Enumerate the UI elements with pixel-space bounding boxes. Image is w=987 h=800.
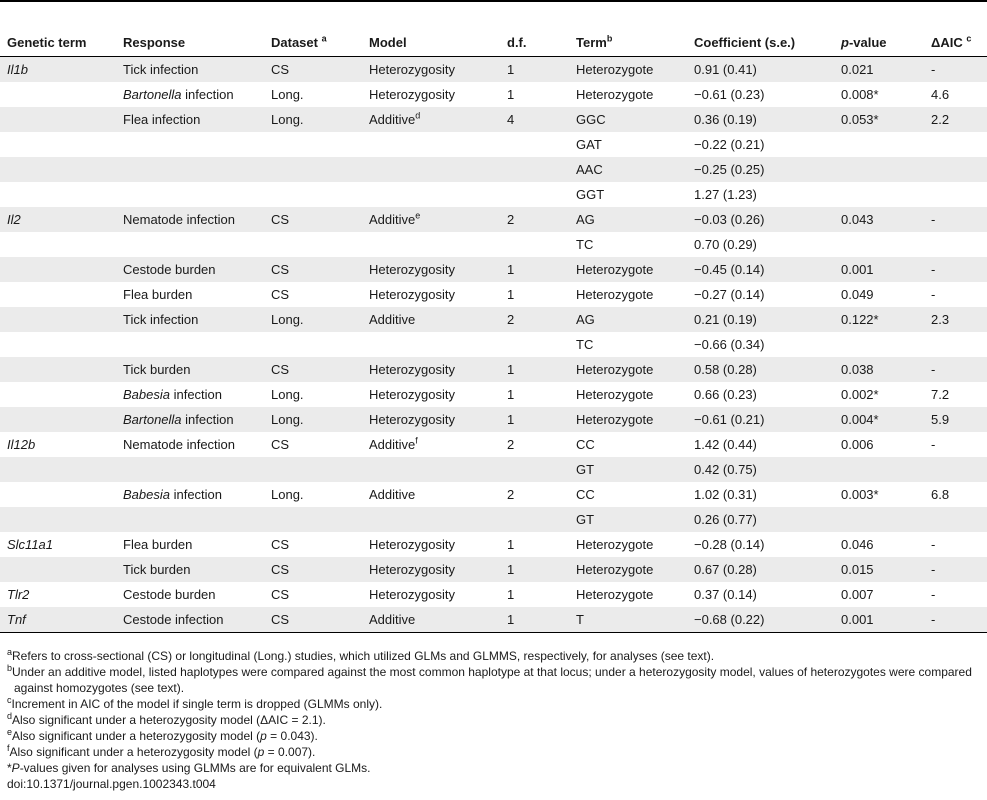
cell-term: Heterozygote — [569, 357, 687, 382]
cell-genetic-term — [0, 332, 116, 357]
cell-coefficient: −0.03 (0.26) — [687, 207, 834, 232]
cell-df — [500, 232, 569, 257]
cell-coefficient: 0.37 (0.14) — [694, 587, 757, 602]
cell-dataset: CS — [264, 57, 362, 83]
cell-term: GAT — [576, 137, 602, 152]
cell-p-value — [834, 332, 924, 357]
cell-dataset — [264, 457, 362, 482]
top-rule — [0, 0, 987, 2]
col-delta-aic: ΔAIC $^c$ — [924, 29, 987, 57]
cell-coefficient: 0.91 (0.41) — [687, 57, 834, 83]
cell-model — [362, 157, 500, 182]
cell-genetic-term — [0, 232, 116, 257]
cell-df: 1 — [507, 87, 515, 102]
cell-p-value — [834, 182, 924, 207]
cell-delta-aic — [924, 157, 987, 182]
cell-delta-aic: - — [924, 57, 987, 83]
col-df: d.f. — [500, 29, 569, 57]
cell-response: Tick burden — [116, 557, 264, 582]
cell-dataset — [264, 507, 362, 532]
cell-genetic-term — [0, 557, 116, 582]
cell-dataset — [264, 132, 362, 157]
table-row — [0, 482, 987, 507]
cell-term: GT — [569, 457, 687, 482]
cell-term: AAC — [569, 157, 687, 182]
cell-delta-aic — [924, 507, 987, 532]
cell-coefficient: −0.66 (0.34) — [694, 337, 765, 352]
cell-genetic-term: Il12b — [7, 437, 36, 452]
cell-model — [362, 332, 500, 357]
cell-response: Flea burden — [123, 287, 193, 302]
cell-coefficient: −0.28 (0.14) — [694, 537, 765, 552]
cell-response — [116, 507, 264, 532]
cell-p-value: 0.008* — [841, 87, 879, 102]
cell-delta-aic: - — [924, 207, 987, 232]
cell-coefficient: 1.02 (0.31) — [694, 487, 757, 502]
cell-p-value: 0.053* — [834, 107, 924, 132]
cell-model: Additive — [369, 487, 416, 502]
cell-delta-aic: 2.2 — [924, 107, 987, 132]
footnote-c: $^c$Increment in AIC of the model if single term is dropped (GLMMs only). — [7, 695, 383, 711]
cell-df: 1 — [500, 357, 569, 382]
cell-response: Tick infection — [116, 57, 264, 83]
cell-response: Tick infection — [116, 307, 264, 332]
cell-response: Cestode burden — [123, 587, 216, 602]
col-p-value: p-value — [834, 29, 924, 57]
cell-df: 1 — [500, 257, 569, 282]
cell-p-value — [834, 232, 924, 257]
cell-df: 2 — [500, 207, 569, 232]
cell-response: Bartonella infection — [123, 87, 234, 102]
cell-model — [362, 507, 500, 532]
table-row — [0, 207, 987, 232]
cell-df — [500, 182, 569, 207]
cell-dataset: CS — [264, 207, 362, 232]
table-row — [0, 607, 987, 633]
cell-response — [116, 132, 264, 157]
cell-delta-aic — [924, 132, 987, 157]
cell-term: Heterozygote — [576, 87, 654, 102]
cell-df: 1 — [500, 407, 569, 432]
cell-p-value: 0.046 — [841, 537, 874, 552]
cell-genetic-term — [0, 307, 116, 332]
table-row — [0, 232, 987, 257]
cell-dataset: Long. — [264, 407, 362, 432]
cell-p-value: 0.002* — [841, 387, 879, 402]
cell-term: Heterozygote — [569, 557, 687, 582]
cell-df: 1 — [500, 57, 569, 83]
cell-term: TC — [576, 237, 594, 252]
cell-model — [362, 457, 500, 482]
cell-response — [116, 182, 264, 207]
cell-model — [362, 132, 500, 157]
cell-delta-aic: 5.9 — [924, 407, 987, 432]
cell-response: Babesia infection — [123, 387, 223, 402]
table-row — [0, 157, 987, 182]
cell-dataset: CS — [271, 287, 290, 302]
cell-genetic-term — [0, 457, 116, 482]
cell-dataset — [264, 182, 362, 207]
cell-model: Heterozygosity — [369, 87, 455, 102]
cell-delta-aic — [924, 457, 987, 482]
cell-model: Heterozygosity — [369, 287, 455, 302]
cell-delta-aic: - — [931, 437, 936, 452]
cell-delta-aic: - — [931, 287, 936, 302]
cell-model: Heterozygosity — [362, 257, 500, 282]
cell-df — [500, 457, 569, 482]
cell-df: 2 — [507, 437, 515, 452]
cell-genetic-term — [0, 157, 116, 182]
table-row — [0, 282, 987, 307]
cell-delta-aic: - — [924, 557, 987, 582]
cell-p-value: 0.038 — [834, 357, 924, 382]
cell-term: Heterozygote — [569, 57, 687, 83]
cell-delta-aic: 2.3 — [924, 307, 987, 332]
table-row — [0, 432, 987, 457]
cell-model: Heterozygosity — [362, 557, 500, 582]
cell-model: Additive$^d$ — [362, 107, 500, 132]
cell-response: Babesia infection — [123, 487, 223, 502]
cell-dataset — [264, 157, 362, 182]
cell-response: Nematode infection — [123, 437, 236, 452]
col-model: Model — [362, 29, 500, 57]
cell-model: Additive$^f$ — [369, 435, 418, 452]
cell-coefficient: 0.26 (0.77) — [687, 507, 834, 532]
cell-df: 2 — [500, 307, 569, 332]
cell-p-value — [834, 157, 924, 182]
col-coefficient: Coefficient (s.e.) — [687, 29, 834, 57]
table-row — [0, 557, 987, 582]
cell-coefficient: 0.42 (0.75) — [687, 457, 834, 482]
cell-df — [500, 157, 569, 182]
cell-term: Heterozygote — [576, 587, 654, 602]
cell-genetic-term — [0, 407, 116, 432]
cell-genetic-term — [0, 382, 116, 407]
table-row — [0, 407, 987, 432]
cell-p-value: 0.004* — [834, 407, 924, 432]
cell-genetic-term — [0, 282, 116, 307]
cell-model: Heterozygosity — [369, 537, 455, 552]
cell-response: Bartonella infection — [116, 407, 264, 432]
col-genetic-term: Genetic term — [0, 29, 116, 57]
cell-response — [116, 157, 264, 182]
cell-term: TC — [576, 337, 594, 352]
cell-coefficient: −0.61 (0.23) — [694, 87, 765, 102]
cell-dataset: CS — [264, 257, 362, 282]
cell-dataset: CS — [271, 537, 290, 552]
cell-coefficient: −0.45 (0.14) — [687, 257, 834, 282]
cell-df: 4 — [500, 107, 569, 132]
cell-coefficient: 0.70 (0.29) — [694, 237, 757, 252]
cell-term: CC — [576, 437, 595, 452]
cell-delta-aic — [924, 182, 987, 207]
cell-genetic-term — [0, 132, 116, 157]
table-row — [0, 582, 987, 607]
table-row — [0, 357, 987, 382]
cell-df: 2 — [507, 487, 515, 502]
cell-term: Heterozygote — [576, 287, 654, 302]
cell-delta-aic: - — [924, 357, 987, 382]
table-footnotes — [7, 648, 982, 792]
cell-term: Heterozygote — [569, 407, 687, 432]
cell-delta-aic: 6.8 — [931, 487, 950, 502]
cell-term: Heterozygote — [576, 387, 654, 402]
footnote-f: $^f$Also significant under a heterozygosity model (p = 0.007). — [7, 743, 316, 759]
cell-delta-aic: - — [924, 257, 987, 282]
cell-genetic-term: Il2 — [0, 207, 116, 232]
cell-response: Flea infection — [116, 107, 264, 132]
col-dataset: Dataset $^a$ — [264, 29, 362, 57]
cell-p-value — [834, 132, 924, 157]
cell-p-value: 0.001 — [834, 257, 924, 282]
table-row — [0, 57, 987, 83]
cell-genetic-term: Tnf — [0, 607, 116, 633]
table-row — [0, 457, 987, 482]
cell-genetic-term — [0, 357, 116, 382]
cell-coefficient: 1.27 (1.23) — [694, 187, 757, 202]
table-row — [0, 382, 987, 407]
cell-df — [500, 507, 569, 532]
cell-dataset — [264, 332, 362, 357]
cell-df: 1 — [500, 607, 569, 633]
cell-model: Additive — [362, 607, 500, 633]
cell-delta-aic — [924, 332, 987, 357]
cell-model: Heterozygosity — [362, 407, 500, 432]
cell-p-value: 0.015 — [834, 557, 924, 582]
footnote-e: $^e$Also significant under a heterozygosity model (p = 0.043). — [7, 727, 318, 743]
cell-p-value: 0.021 — [834, 57, 924, 83]
cell-genetic-term — [0, 257, 116, 282]
cell-coefficient: −0.25 (0.25) — [687, 157, 834, 182]
cell-dataset: CS — [264, 607, 362, 633]
cell-term: Heterozygote — [569, 257, 687, 282]
cell-p-value — [834, 457, 924, 482]
cell-coefficient: 0.36 (0.19) — [687, 107, 834, 132]
table-row — [0, 182, 987, 207]
cell-genetic-term — [0, 107, 116, 132]
table-row — [0, 507, 987, 532]
col-term: Term$^b$ — [569, 29, 687, 57]
cell-coefficient: 0.67 (0.28) — [687, 557, 834, 582]
cell-model: Heterozygosity — [362, 57, 500, 83]
cell-model: Additive — [362, 307, 500, 332]
cell-coefficient: 1.42 (0.44) — [694, 437, 757, 452]
cell-genetic-term — [0, 182, 116, 207]
cell-model: Heterozygosity — [362, 357, 500, 382]
cell-dataset: Long. — [271, 487, 304, 502]
table-row — [0, 332, 987, 357]
cell-term: GT — [569, 507, 687, 532]
cell-response: Flea burden — [123, 537, 193, 552]
cell-coefficient: 0.66 (0.23) — [694, 387, 757, 402]
cell-dataset: CS — [271, 437, 290, 452]
cell-p-value: 0.049 — [841, 287, 874, 302]
cell-genetic-term — [0, 82, 116, 107]
cell-p-value: 0.001 — [834, 607, 924, 633]
cell-coefficient: −0.61 (0.21) — [687, 407, 834, 432]
cell-genetic-term — [0, 482, 116, 507]
cell-dataset: CS — [264, 357, 362, 382]
table-row — [0, 132, 987, 157]
cell-genetic-term: Il1b — [0, 57, 116, 83]
cell-model: Heterozygosity — [369, 387, 455, 402]
cell-response: Cestode burden — [116, 257, 264, 282]
cell-delta-aic: 4.6 — [931, 87, 950, 102]
cell-model: Heterozygosity — [369, 587, 455, 602]
cell-delta-aic: - — [924, 607, 987, 633]
cell-response: Nematode infection — [116, 207, 264, 232]
cell-df: 1 — [507, 387, 515, 402]
cell-coefficient: 0.21 (0.19) — [687, 307, 834, 332]
cell-df: 1 — [507, 537, 515, 552]
cell-df: 1 — [507, 587, 515, 602]
cell-p-value: 0.003* — [841, 487, 879, 502]
cell-model: Additive$^e$ — [362, 207, 500, 232]
cell-coefficient: −0.27 (0.14) — [694, 287, 765, 302]
cell-dataset: Long. — [264, 107, 362, 132]
cell-genetic-term — [0, 507, 116, 532]
cell-response: Tick burden — [116, 357, 264, 382]
cell-p-value: 0.043 — [834, 207, 924, 232]
cell-response — [116, 332, 264, 357]
cell-coefficient: −0.22 (0.21) — [694, 137, 765, 152]
table-row — [0, 307, 987, 332]
cell-term: GGT — [576, 187, 605, 202]
col-response: Response — [116, 29, 264, 57]
cell-dataset — [264, 232, 362, 257]
cell-df — [500, 132, 569, 157]
cell-p-value: 0.122* — [834, 307, 924, 332]
footnote-a: $^a$Refers to cross-sectional (CS) or longitudinal (Long.) studies, which utilized GLMs and GLMMS, respectively, for analyses (see text). — [7, 647, 715, 663]
cell-response: Cestode infection — [116, 607, 264, 633]
cell-df: 1 — [507, 287, 515, 302]
table-row — [0, 532, 987, 557]
cell-genetic-term: Slc11a1 — [7, 537, 54, 552]
footnote-d: $^d$Also significant under a heterozygosity model (ΔAIC = 2.1). — [7, 711, 326, 727]
cell-term: CC — [576, 487, 595, 502]
cell-response — [116, 232, 264, 257]
cell-model — [362, 232, 500, 257]
cell-coefficient: 0.58 (0.28) — [687, 357, 834, 382]
footnote-star: *P-values given for analyses using GLMMs are for equivalent GLMs. — [7, 761, 371, 775]
doi-line: doi:10.1371/journal.pgen.1002343.t004 — [7, 777, 216, 791]
cell-dataset: Long. — [271, 387, 304, 402]
cell-model — [362, 182, 500, 207]
cell-dataset: CS — [271, 587, 290, 602]
cell-dataset: Long. — [271, 87, 304, 102]
cell-delta-aic: 7.2 — [931, 387, 950, 402]
cell-dataset: Long. — [264, 307, 362, 332]
footnote-b: $^b$Under an additive model, listed haplotypes were compared against the most common haplotype at that locus; under a heterozygosity model, values of heterozygotes were compared against homozygotes (see text). — [7, 663, 972, 695]
cell-df: 1 — [500, 557, 569, 582]
cell-p-value — [834, 507, 924, 532]
cell-p-value: 0.006 — [841, 437, 874, 452]
cell-df — [500, 332, 569, 357]
cell-dataset: CS — [264, 557, 362, 582]
table-row — [0, 82, 987, 107]
cell-delta-aic — [924, 232, 987, 257]
cell-term: Heterozygote — [576, 537, 654, 552]
cell-term: AG — [569, 207, 687, 232]
cell-term: T — [569, 607, 687, 633]
table-row — [0, 107, 987, 132]
results-table — [0, 29, 987, 633]
table-row — [0, 257, 987, 282]
cell-term: AG — [569, 307, 687, 332]
cell-term: GGC — [569, 107, 687, 132]
cell-response — [116, 457, 264, 482]
header-row — [0, 29, 987, 57]
cell-genetic-term: Tlr2 — [7, 587, 30, 602]
cell-coefficient: −0.68 (0.22) — [687, 607, 834, 633]
cell-delta-aic: - — [931, 537, 936, 552]
cell-delta-aic: - — [931, 587, 936, 602]
cell-p-value: 0.007 — [841, 587, 874, 602]
